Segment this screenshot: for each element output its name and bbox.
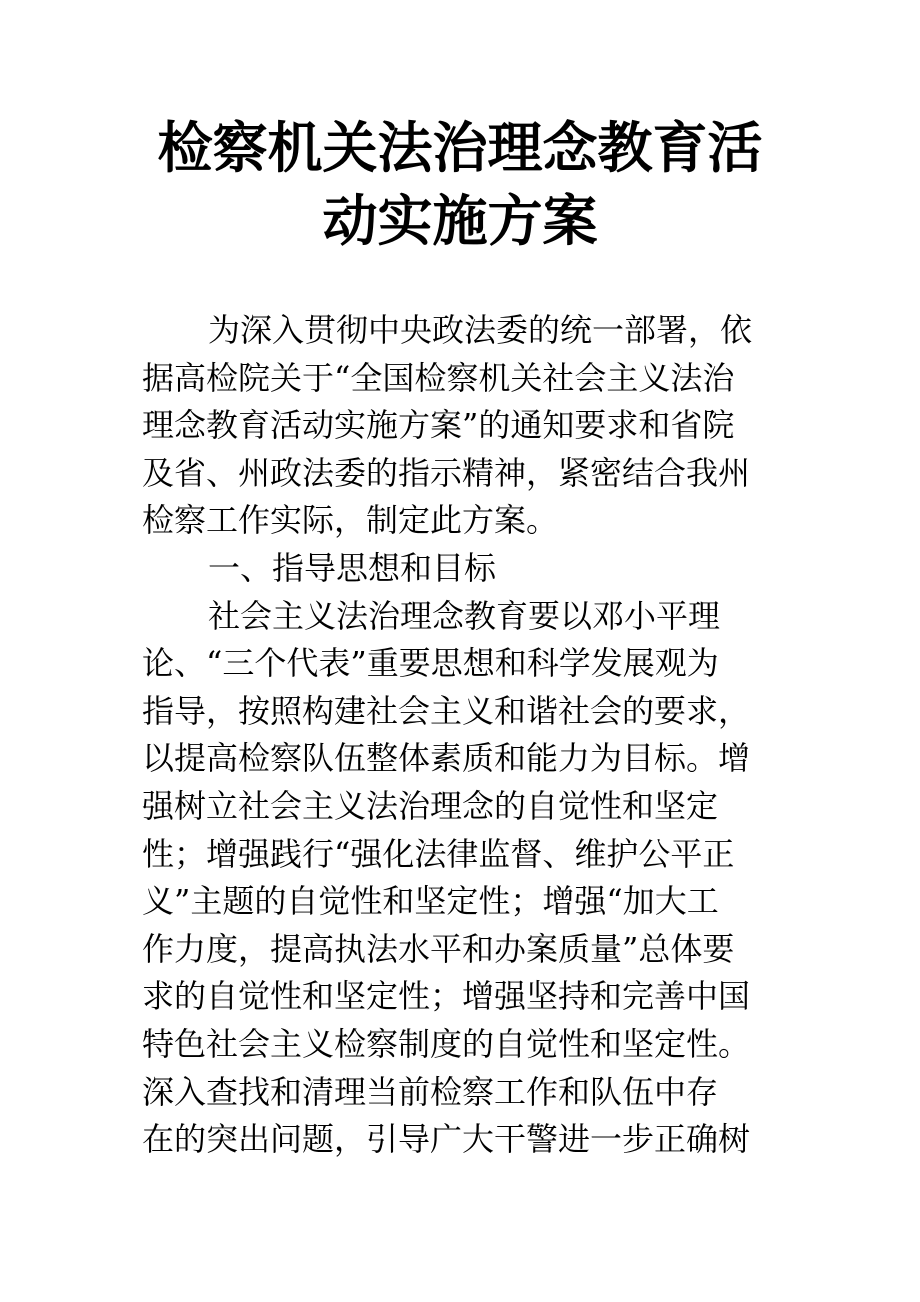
paragraph-line: 在的突出问题，引导广大干警进一步正确树 <box>142 1120 751 1159</box>
paragraph-line: 强树立社会主义法治理念的自觉性和坚定 <box>142 786 719 825</box>
paragraph-line: 为深入贯彻中央政法委的统一部署，依 <box>208 311 753 349</box>
document-body <box>142 307 802 1164</box>
paragraph-line: 社会主义法治理念教育要以邓小平理 <box>208 596 721 635</box>
document-title <box>0 112 920 258</box>
paragraph-line: 检察工作实际，制定此方案。 <box>142 501 559 540</box>
title-line-2: 动实施方案 <box>322 189 598 253</box>
title-line-1: 检察机关法治理念教育活 <box>157 116 763 180</box>
paragraph-line: 求的自觉性和坚定性；增强坚持和完善中国 <box>142 977 751 1016</box>
paragraph-line: 以提高检察队伍整体素质和能力为目标。增 <box>142 739 751 778</box>
paragraph-line: 及省、州政法委的指示精神，紧密结合我州 <box>142 453 751 492</box>
paragraph-line: 指导，按照构建社会主义和谐社会的要求， <box>142 691 751 730</box>
paragraph-line: 理念教育活动实施方案”的通知要求和省院 <box>142 406 735 445</box>
paragraph-line: 深入查找和清理当前检察工作和队伍中存 <box>142 1072 719 1111</box>
paragraph-line: 论、“三个代表”重要思想和科学发展观为 <box>142 644 719 683</box>
section-heading: 一、指导思想和目标 <box>208 548 497 587</box>
paragraph-line: 据高检院关于“全国检察机关社会主义法治 <box>142 358 735 397</box>
paragraph-line: 性；增强践行“强化法律监督、维护公平正 <box>142 834 735 873</box>
paragraph-line: 义”主题的自觉性和坚定性；增强“加大工 <box>142 882 719 921</box>
paragraph-line: 作力度，提高执法水平和办案质量”总体要 <box>142 929 735 968</box>
paragraph-line: 特色社会主义检察制度的自觉性和坚定性。 <box>142 1024 751 1063</box>
